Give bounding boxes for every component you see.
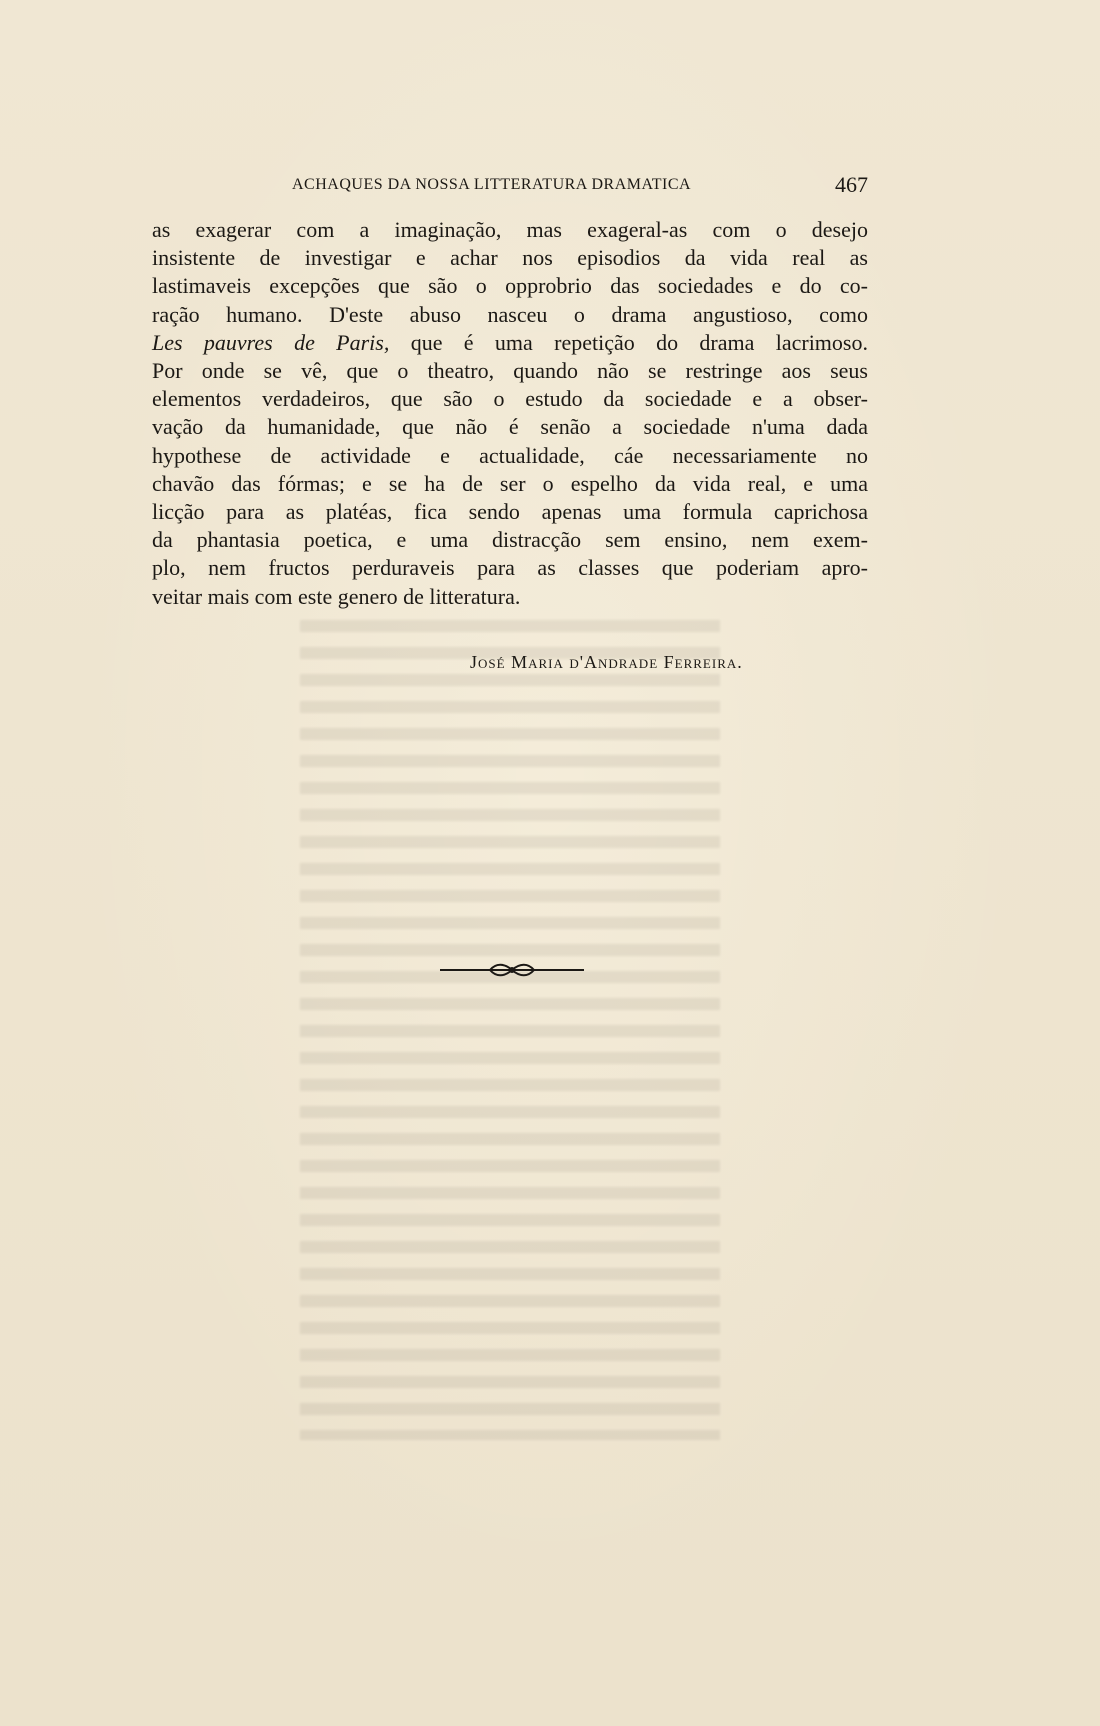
text-line: hypothese de actividade e actualidade, cáe necessariamente no [152,442,868,468]
running-header [152,172,868,206]
text-line: da phantasia poetica, e uma distracção sem ensino, nem exem- [152,527,868,553]
page-number: 467 [835,172,868,197]
text-line: insistente de investigar e achar nos episodios da vida real as [152,245,868,271]
text-line: veitar mais com este genero de litteratura. [152,583,521,609]
italic-title: Les pauvres de Paris, [152,329,390,355]
text-line: elementos verdadeiros, que são o estudo da sociedade e a obser- [152,386,868,412]
text-line: chavão das fórmas; e se ha de ser o espelho da vida real, e uma [152,470,868,496]
text-line: licção para as platéas, fica sendo apenas uma formula caprichosa [152,499,868,525]
running-title: ACHAQUES DA NOSSA LITTERATURA DRAMATICA [292,176,692,193]
text-line: as exagerar com a imaginação, mas exageral-as com o desejo [152,217,868,242]
ornament-rule-icon [440,958,584,982]
text-line: vação da humanidade, que não é senão a sociedade n'uma dada [152,414,868,440]
body-text [152,216,868,611]
text-line: plo, nem fructos perduraveis para as classes que poderiam apro- [152,555,868,581]
text-line-with-title [152,329,868,357]
text-line: Por onde se vê, que o theatro, quando não se restringe aos seus [152,358,868,384]
text-line-rest: que é uma repetição do drama lacrimoso. [410,329,868,355]
author-signature: José Maria d'Andrade Ferreira. [470,652,743,672]
text-line: ração humano. D'este abuso nasceu o drama angustioso, como [152,301,868,327]
text-line: lastimaveis excepções que são o opprobrio das sociedades e do co- [152,273,868,299]
bleed-through-text [300,620,720,1440]
